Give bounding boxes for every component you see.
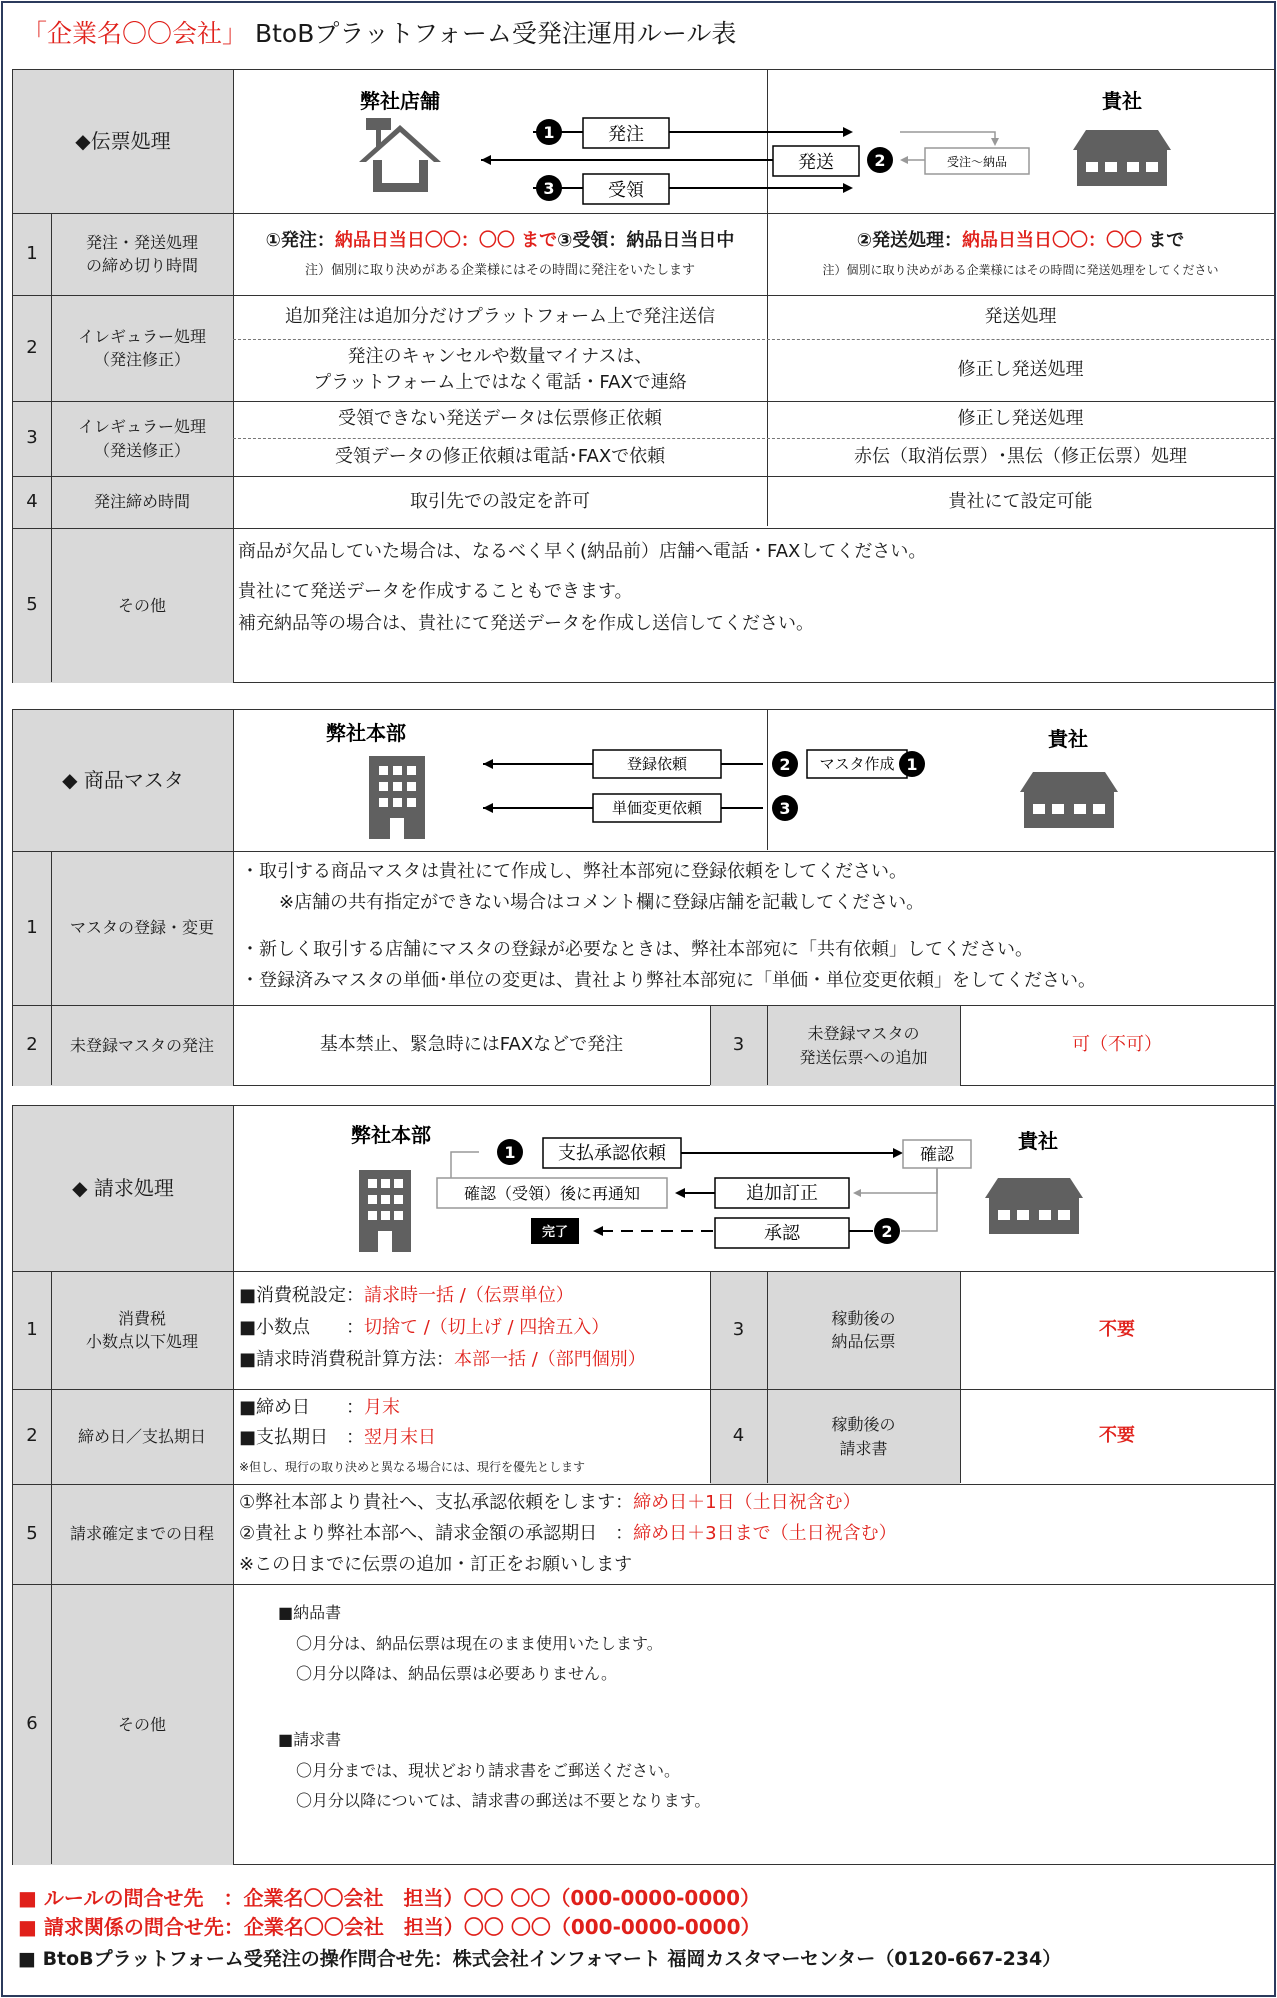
svg-text:3: 3	[779, 799, 791, 818]
title-text: BtoBプラットフォーム受発注運用ルール表	[254, 19, 737, 48]
slip-row2-label: イレギュラー処理 （発注修正）	[77, 326, 206, 369]
slip-row3-right2: 赤伝（取消伝票）･黒伝（修正伝票）処理	[854, 445, 1187, 467]
pay-box-label: 支払承認依頼	[558, 1143, 666, 1164]
shop-label: 弊社店舗	[360, 89, 440, 113]
title-company: 「企業名〇〇会社」	[22, 19, 248, 48]
billing-row6-h1b: 〇月分以降は、納品伝票は必要ありません。	[296, 1664, 617, 1683]
svg-text:1: 1	[504, 1143, 516, 1162]
slip-row2-right1: 発送処理	[984, 305, 1057, 327]
hq-label-2: 弊社本部	[351, 1123, 431, 1147]
slip-row1-right: ②発送処理：納品日当日〇〇：〇〇 まで 注）個別に取り決めがある企業様にはその時間に発送処理をしてください	[822, 230, 1219, 278]
billing-row2-close: ■締め日 ：月末	[239, 1397, 401, 1418]
slip-row2-right2: 修正し発送処理	[957, 358, 1084, 380]
master-row2-no: 2	[26, 1034, 38, 1056]
slip-row3-left1: 受領できない発送データは伝票修正依頼	[338, 408, 662, 430]
slip-row5-text2: 貴社にて発送データを作成することもできます。	[238, 581, 633, 602]
shop-icon	[359, 118, 441, 192]
billing-row2-due: ■支払期日 ：翌月末日	[239, 1427, 437, 1448]
billing-row6-h2b: 〇月分以降については、請求書の郵送は不要となります。	[296, 1791, 711, 1810]
confirm-box-label: 確認	[920, 1145, 954, 1165]
billing-row4-value: 不要	[1099, 1425, 1135, 1447]
make-box-label: マスタ作成	[819, 755, 895, 773]
slip-row5-text3: 補充納品等の場合は、貴社にて発送データを作成し送信してください。	[238, 613, 814, 634]
billing-row1-tax: ■消費税設定：請求時一括 /（伝票単位）	[239, 1285, 574, 1306]
master-row2-label: 未登録マスタの発注	[69, 1035, 214, 1055]
company-building-icon	[1073, 130, 1171, 186]
master-row1-no: 1	[26, 916, 38, 938]
slip-row3-right1: 修正し発送処理	[957, 408, 1084, 430]
ship-box-label: 発送	[798, 152, 834, 173]
slip-row3-left2: 受領データの修正依頼は電話･FAXで依頼	[334, 445, 666, 467]
master-row2-value: 基本禁止、緊急時にはFAXなどで発注	[319, 1034, 624, 1056]
slip-row5-text1: 商品が欠品していた場合は、なるべく早く(納品前）店舗へ電話・FAXしてください。	[238, 541, 927, 562]
master-header: ◆ 商品マスタ	[13, 710, 233, 851]
hq-building-icon	[359, 1170, 411, 1252]
slip-row1-label: 発注・発送処理 の締め切り時間	[85, 232, 198, 275]
you-label-3: 貴社	[1018, 1129, 1058, 1153]
slip-row5-no: 5	[26, 594, 38, 616]
master-row3-label: 未登録マスタの 発送伝票への追加	[799, 1024, 928, 1067]
slip-row3-label: イレギュラー処理 （発送修正）	[77, 417, 206, 460]
order-box-label: 発注	[608, 124, 644, 145]
billing-row6-h1: ■納品書	[278, 1603, 342, 1622]
slip-row2-no: 2	[26, 336, 38, 358]
slip-row1-no: 1	[26, 242, 38, 264]
you-label-2: 貴社	[1048, 727, 1088, 751]
billing-row6-label: その他	[117, 1714, 166, 1734]
billing-row5-step1: ①弊社本部より貴社へ、支払承認依頼をします：締め日＋1日（土日祝含む）	[239, 1492, 861, 1513]
billing-row3-value: 不要	[1099, 1318, 1135, 1340]
slip-row2-left2: 発注のキャンセルや数量マイナスは、 プラットフォーム上ではなく電話・FAXで連絡	[313, 345, 687, 393]
recv-box-label: 受領	[608, 180, 644, 201]
billing-row1-calc: ■請求時消費税計算方法：本部一括 /（部門個別）	[239, 1349, 646, 1370]
slip-row1-left: ①発注：納品日当日〇〇：〇〇 まで③受領：納品日当日中 注）個別に取り決めがある企業様にはその時間に発注をいたします	[265, 229, 735, 278]
slip-row4-right: 貴社にて設定可能	[948, 490, 1093, 512]
slip-row3-no: 3	[26, 427, 38, 449]
svg-text:3: 3	[543, 179, 555, 198]
billing-header: ◆ 請求処理	[13, 1106, 233, 1271]
svg-text:1: 1	[906, 755, 918, 774]
approve-box-label: 承認	[764, 1223, 800, 1244]
company-building-icon	[985, 1178, 1083, 1234]
reg-box-label: 登録依頼	[626, 755, 688, 773]
footer-operation-contact: ■ BtoBプラットフォーム受発注の操作問合せ先：株式会社インフォマート 福岡カスタマーセンター（0120-667-234）	[18, 1948, 1062, 1970]
billing-row5-step2: ②貴社より弊社本部へ、請求金額の承認期日 ：締め日＋3日まで（土日祝含む）	[239, 1523, 897, 1544]
slip-row4-no: 4	[26, 490, 38, 512]
slip-header: ◆伝票処理	[13, 70, 233, 213]
svg-text:2: 2	[881, 1222, 893, 1241]
hq-label: 弊社本部	[326, 721, 406, 745]
company-building-icon	[1020, 772, 1118, 828]
svg-text:2: 2	[779, 755, 791, 774]
hq-building-icon	[369, 756, 425, 839]
billing-row1-decimal: ■小数点 ：切捨て /（切上げ / 四捨五入）	[239, 1317, 610, 1338]
billing-flow-diagram	[233, 1106, 1274, 1271]
slip-row5-label: その他	[117, 595, 166, 615]
billing-row5-no: 5	[26, 1522, 38, 1544]
slip-row4-left: 取引先での設定を許可	[410, 490, 590, 512]
billing-row6-h2: ■請求書	[278, 1730, 342, 1749]
billing-row2-note: ※但し、現行の取り決めと異なる場合には、現行を優先とします	[239, 1460, 586, 1474]
svg-text:1: 1	[543, 123, 555, 142]
section-billing	[12, 1105, 1275, 1865]
billing-row1-label: 消費税 小数点以下処理	[85, 1308, 198, 1351]
master-flow-diagram	[233, 710, 1274, 851]
billing-row4-no: 4	[732, 1425, 745, 1447]
sub-box-label: 受注～納品	[946, 155, 1008, 169]
footer-billing-contact: ■ 請求関係の問合せ先：企業名〇〇会社 担当）〇〇 〇〇（000-0000-0000）	[18, 1915, 761, 1939]
master-row1-text4: ・登録済みマスタの単価･単位の変更は、貴社より弊社本部宛に「単価・単位変更依頼」をしてください。	[241, 970, 1096, 991]
slip-row2-left1: 追加発注は追加分だけプラットフォーム上で発注送信	[284, 305, 716, 327]
billing-row6-no: 6	[26, 1713, 38, 1735]
billing-row5-note: ※この日までに伝票の追加・訂正をお願いします	[239, 1554, 633, 1575]
billing-row1-no: 1	[26, 1318, 38, 1340]
notify-box-label: 確認（受領）後に再通知	[463, 1184, 641, 1203]
done-box-label: 完了	[541, 1225, 569, 1240]
master-row1-text1: ・取引する商品マスタは貴社にて作成し、弊社本部宛に登録依頼をしてください。	[241, 861, 907, 882]
billing-row6-h1a: 〇月分は、納品伝票は現在のまま使用いたします。	[296, 1634, 663, 1653]
billing-row5-label: 請求確定までの日程	[69, 1524, 214, 1544]
slip-flow-diagram	[233, 70, 1274, 213]
slip-row4-label: 発注締め時間	[93, 492, 190, 512]
master-row3-no: 3	[732, 1034, 745, 1056]
billing-row6-h2a: 〇月分までは、現状どおり請求書をご郵送ください。	[296, 1761, 681, 1780]
billing-row3-label: 稼動後の 納品伝票	[831, 1308, 896, 1351]
billing-row4-label: 稼動後の 請求書	[831, 1415, 896, 1458]
master-row1-text2: ※店舗の共有指定ができない場合はコメント欄に登録店舗を記載してください。	[279, 892, 925, 913]
price-box-label: 単価変更依頼	[611, 799, 703, 817]
billing-row2-label: 締め日／支払期日	[77, 1426, 206, 1446]
page-title	[22, 14, 736, 50]
master-row3-value: 可（不可）	[1072, 1034, 1162, 1056]
you-label: 貴社	[1102, 89, 1142, 113]
section-slip	[12, 69, 1275, 683]
master-row1-label: マスタの登録・変更	[69, 918, 214, 938]
footer-rules-contact: ■ ルールの問合せ先 ：企業名〇〇会社 担当）〇〇 〇〇（000-0000-0000）	[18, 1886, 761, 1910]
billing-row2-no: 2	[26, 1425, 38, 1447]
billing-row3-no: 3	[732, 1318, 745, 1340]
svg-text:2: 2	[874, 151, 886, 170]
section-product-master	[12, 709, 1275, 1086]
fix-box-label: 追加訂正	[746, 1183, 818, 1204]
master-row1-text3: ・新しく取引する店舗にマスタの登録が必要なときは、弊社本部宛に「共有依頼」してください。	[241, 939, 1033, 960]
